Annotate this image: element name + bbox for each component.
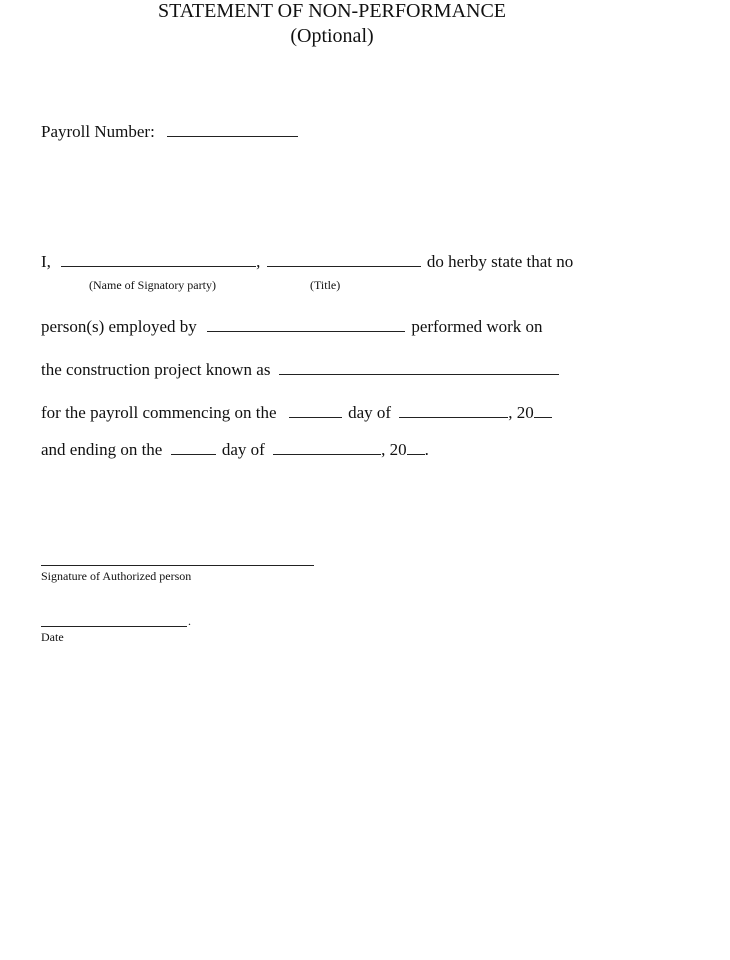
commencing-year-field[interactable]: [534, 403, 552, 418]
ending-month-field[interactable]: [273, 440, 381, 455]
line1-comma: ,: [256, 252, 261, 271]
project-name-field[interactable]: [279, 360, 559, 375]
date-caption: Date: [41, 630, 64, 644]
signatory-name-field[interactable]: [61, 252, 256, 267]
commencing-day-field[interactable]: [289, 403, 342, 418]
ending-day-field[interactable]: [171, 440, 216, 455]
signatory-title-field[interactable]: [267, 252, 421, 267]
line1-end: do herby state that no: [426, 252, 574, 271]
caption-title: (Title): [310, 278, 341, 292]
statement-line-4: [41, 403, 552, 423]
signature-line[interactable]: [41, 565, 314, 566]
line2-start: person(s) employed by: [41, 317, 197, 336]
document-title: STATEMENT OF NON-PERFORMANCE: [157, 0, 507, 22]
line4-day: day of: [348, 403, 392, 422]
payroll-number-label: Payroll Number:: [41, 122, 155, 141]
line4-start: for the payroll commencing on the: [41, 403, 277, 422]
statement-line-3: [41, 360, 559, 380]
line5-year: , 20: [381, 440, 407, 459]
document-subtitle: (Optional): [290, 25, 374, 47]
line1-start: I,: [41, 252, 51, 271]
signature-caption: Signature of Authorized person: [41, 569, 192, 583]
statement-line-5: [41, 440, 429, 460]
line5-day: day of: [221, 440, 265, 459]
commencing-month-field[interactable]: [399, 403, 508, 418]
employer-field[interactable]: [207, 317, 405, 332]
date-dot: .: [188, 614, 191, 628]
line4-year: , 20: [508, 403, 534, 422]
statement-line-1: [41, 252, 573, 272]
line5-start: and ending on the: [41, 440, 163, 459]
line3-start: the construction project known as: [41, 360, 271, 379]
caption-signatory-name: (Name of Signatory party): [89, 278, 216, 292]
date-line[interactable]: [41, 626, 187, 627]
payroll-number-row: [41, 122, 298, 142]
line2-end: performed work on: [411, 317, 543, 336]
line5-period: .: [424, 440, 429, 459]
statement-line-2: [41, 317, 543, 337]
payroll-number-field[interactable]: [167, 122, 298, 137]
ending-year-field[interactable]: [407, 440, 425, 455]
